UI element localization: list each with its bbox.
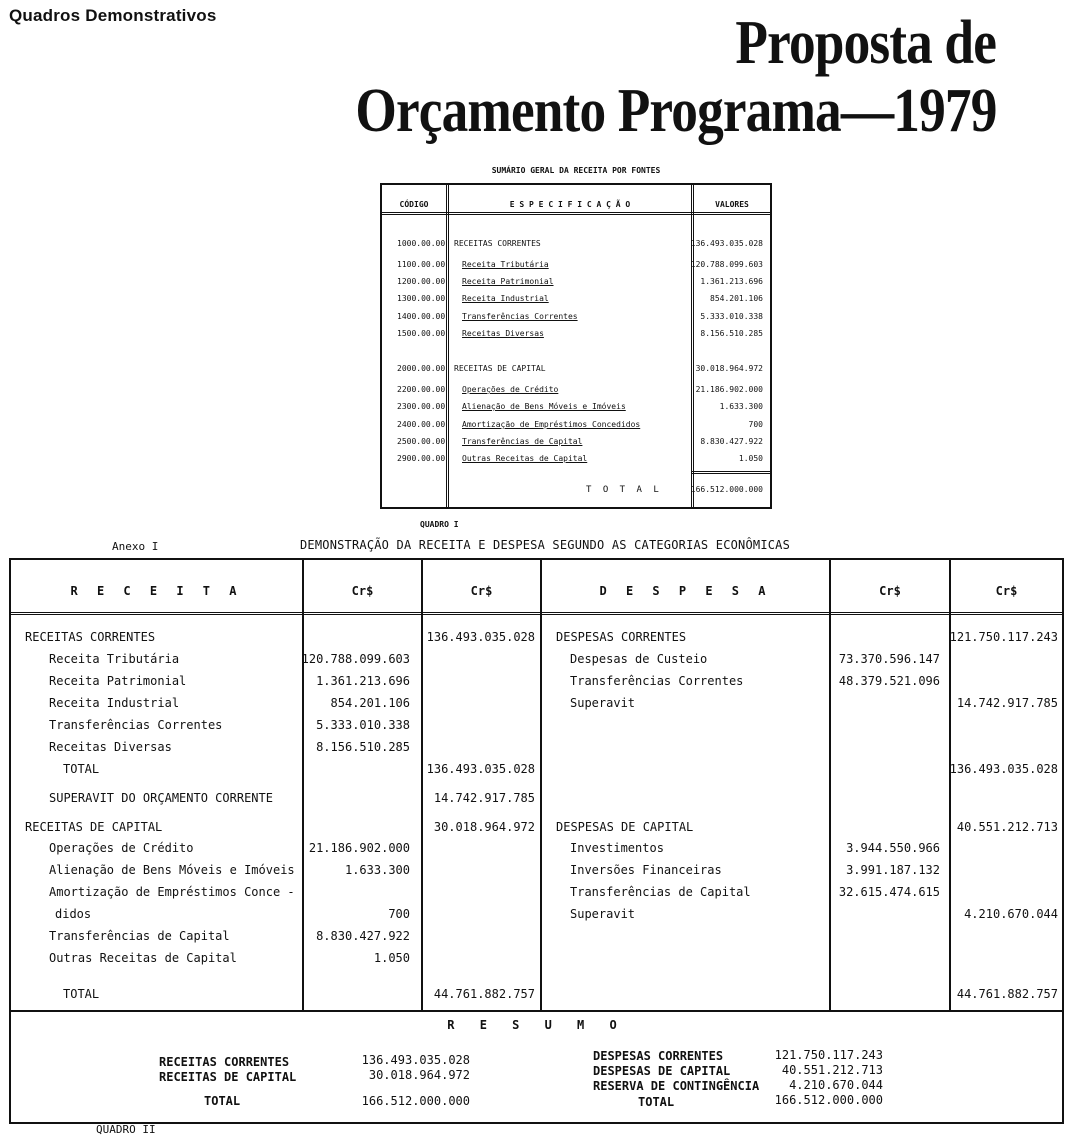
resumo-left-label: RECEITAS DE CAPITAL <box>159 1070 297 1084</box>
despesa-item-value: 32.615.474.615 <box>838 885 940 899</box>
quadro2-table <box>9 558 1064 1124</box>
quadro1-table <box>380 183 772 509</box>
receita-item-label: Receitas Diversas <box>49 740 172 754</box>
receitas-correntes-label: RECEITAS CORRENTES <box>25 630 156 644</box>
resumo-left-total: 166.512.000.000 <box>361 1094 470 1108</box>
row-code: 1200.00.00 <box>397 277 446 286</box>
row-spec: Alienação de Bens Móveis e Imóveis <box>462 402 626 411</box>
resumo-right-total-label: TOTAL <box>638 1095 675 1109</box>
quadro2-head-cr: Cr$ <box>879 584 901 598</box>
row-code: 2000.00.00 <box>397 364 446 373</box>
despesa-item-value: 73.370.596.147 <box>838 652 940 666</box>
row-value: 21.186.902.000 <box>695 385 763 394</box>
quadro1-total-label: T O T A L <box>586 485 662 495</box>
receita-item-label: didos <box>55 907 92 921</box>
quadro1-col-valores: VALORES <box>715 200 749 209</box>
despesa-item-value: 48.379.521.096 <box>838 674 940 688</box>
receitas-correntes-value: 136.493.035.028 <box>426 630 535 644</box>
row-value: 120.788.099.603 <box>690 260 763 269</box>
row-code: 1300.00.00 <box>397 294 446 303</box>
receita-item-value: 8.156.510.285 <box>316 740 410 754</box>
quadro2-head-cr: Cr$ <box>470 584 493 598</box>
despesas-correntes-value: 121.750.117.243 <box>949 630 1058 644</box>
row-spec: Operações de Crédito <box>462 385 559 394</box>
row-spec: Transferências Correntes <box>462 312 578 321</box>
row-spec: Amortização de Empréstimos Concedidos <box>462 420 641 429</box>
resumo-right-label: RESERVA DE CONTINGÊNCIA <box>593 1079 760 1093</box>
despesa-item-label: Despesas de Custeio <box>570 652 708 666</box>
resumo-left-label: RECEITAS CORRENTES <box>159 1055 290 1069</box>
receita-item-value: 21.186.902.000 <box>308 841 410 855</box>
row-value: 8.830.427.922 <box>700 437 763 446</box>
row-code: 1000.00.00 <box>397 239 446 248</box>
row-code: 1500.00.00 <box>397 329 446 338</box>
quadro1-row <box>382 277 770 289</box>
resumo-left-value: 30.018.964.972 <box>368 1068 470 1082</box>
despesa-item-label: Inversões Financeiras <box>570 863 722 877</box>
resumo-right-value: 121.750.117.243 <box>774 1048 883 1062</box>
receita-item-value: 5.333.010.338 <box>316 718 410 732</box>
quadro2-head-despesa: D E S P E S A <box>599 584 772 598</box>
quadro1-total-value: 166.512.000.000 <box>690 485 763 494</box>
despesa-item-label: Investimentos <box>570 841 664 855</box>
resumo-title: R E S U M O <box>447 1018 626 1032</box>
quadro1-row <box>382 420 770 432</box>
receita-item-label: Receita Tributária <box>49 652 180 666</box>
resumo-right-label: DESPESAS CORRENTES <box>593 1049 724 1063</box>
receita-total-label: TOTAL <box>63 987 100 1001</box>
receita-item-value: 854.201.106 <box>330 696 410 710</box>
receita-item-label: Amortização de Empréstimos Conce - <box>49 885 295 899</box>
row-value: 30.018.964.972 <box>695 364 763 373</box>
receita-item-value: 8.830.427.922 <box>316 929 410 943</box>
quadro1-title: SUMÁRIO GERAL DA RECEITA POR FONTES <box>491 166 661 175</box>
row-value: 854.201.106 <box>710 294 763 303</box>
quadro1-caption: QUADRO I <box>420 520 459 529</box>
quadro2-header-rule <box>11 612 1062 615</box>
receita-item-label: Operações de Crédito <box>49 841 194 855</box>
receita-item-label: Alienação de Bens Móveis e Imóveis <box>49 863 295 877</box>
receita-item-label: Receita Industrial <box>49 696 180 710</box>
quadro1-row <box>382 437 770 449</box>
row-spec: Transferências de Capital <box>462 437 583 446</box>
quadro1-row <box>382 364 770 376</box>
despesas-capital-label: DESPESAS DE CAPITAL <box>556 820 694 834</box>
quadro1-row <box>382 294 770 306</box>
quadro2-divider <box>829 560 831 1010</box>
row-value: 136.493.035.028 <box>690 239 763 248</box>
quadro2-divider <box>421 560 423 1010</box>
despesa-item-label: Transferências de Capital <box>570 885 751 899</box>
quadro1-row <box>382 454 770 466</box>
row-spec: Outras Receitas de Capital <box>462 454 588 463</box>
section-header: Quadros Demonstrativos <box>9 6 217 25</box>
superavit-correntes-value: 14.742.917.785 <box>956 696 1058 710</box>
row-code: 2400.00.00 <box>397 420 446 429</box>
resumo-right-value: 40.551.212.713 <box>781 1063 883 1077</box>
receita-item-label: Receita Patrimonial <box>49 674 187 688</box>
quadro2-divider <box>302 560 304 1010</box>
receita-total-label: TOTAL <box>63 762 100 776</box>
quadro2-divider <box>949 560 951 1010</box>
row-code: 1100.00.00 <box>397 260 446 269</box>
row-code: 2500.00.00 <box>397 437 446 446</box>
superavit-orcamento-value: 14.742.917.785 <box>433 791 535 805</box>
quadro1-col-especificacao: E S P E C I F I C A Ç Ã O <box>509 200 631 209</box>
receita-item-value: 1.633.300 <box>344 863 410 877</box>
resumo-right-label: DESPESAS DE CAPITAL <box>593 1064 731 1078</box>
quadro2-title: DEMONSTRAÇÃO DA RECEITA E DESPESA SEGUNDO AS CATEGORIAS ECONÔMICAS <box>300 538 791 552</box>
despesa-item-value: 3.944.550.966 <box>846 841 940 855</box>
despesas-capital-value: 40.551.212.713 <box>956 820 1058 834</box>
receitas-capital-label: RECEITAS DE CAPITAL <box>25 820 163 834</box>
receita-item-label: Transferências de Capital <box>49 929 230 943</box>
receita-item-value: 1.361.213.696 <box>316 674 410 688</box>
receita-item-label: Outras Receitas de Capital <box>49 951 237 965</box>
resumo-left-value: 136.493.035.028 <box>361 1053 470 1067</box>
row-value: 5.333.010.338 <box>700 312 763 321</box>
quadro1-header-rule <box>382 212 770 215</box>
row-value: 8.156.510.285 <box>700 329 763 338</box>
receita-total-correntes: 136.493.035.028 <box>426 762 535 776</box>
quadro1-row <box>382 239 770 251</box>
row-spec: Receita Tributária <box>462 260 549 269</box>
resumo-right-total: 166.512.000.000 <box>774 1093 883 1107</box>
despesa-item-label: Superavit <box>570 696 636 710</box>
quadro2-caption: QUADRO II <box>96 1123 156 1136</box>
superavit-orcamento-label: SUPERAVIT DO ORÇAMENTO CORRENTE <box>49 791 273 805</box>
quadro1-row <box>382 402 770 414</box>
despesa-item-value: 3.991.187.132 <box>846 863 940 877</box>
row-value: 1.050 <box>738 454 763 463</box>
superavit-capital-value: 4.210.670.044 <box>964 907 1058 921</box>
receita-item-value: 120.788.099.603 <box>301 652 410 666</box>
row-spec: Receitas Diversas <box>462 329 544 338</box>
receita-total-capital: 44.761.882.757 <box>433 987 535 1001</box>
row-code: 2900.00.00 <box>397 454 446 463</box>
quadro1-col-codigo: CÓDIGO <box>399 200 429 209</box>
page-title-line-2: Orçamento Programa—1979 <box>354 77 996 145</box>
quadro1-row <box>382 260 770 272</box>
row-code: 1400.00.00 <box>397 312 446 321</box>
quadro2-divider <box>540 560 542 1010</box>
despesa-item-label: Superavit <box>570 907 636 921</box>
row-spec: RECEITAS CORRENTES <box>454 239 541 248</box>
receita-item-label: Transferências Correntes <box>49 718 223 732</box>
quadro2-head-cr: Cr$ <box>995 584 1018 598</box>
despesa-total-correntes: 136.493.035.028 <box>949 762 1058 776</box>
quadro1-row <box>382 312 770 324</box>
quadro1-row <box>382 329 770 341</box>
row-value: 1.633.300 <box>719 402 763 411</box>
page-title-line-1: Proposta de <box>735 9 996 77</box>
receitas-capital-value: 30.018.964.972 <box>433 820 535 834</box>
quadro2-resumo-rule <box>11 1010 1062 1012</box>
row-spec: Receita Patrimonial <box>462 277 554 286</box>
quadro1-row <box>382 385 770 397</box>
row-spec: RECEITAS DE CAPITAL <box>454 364 546 373</box>
resumo-right-value: 4.210.670.044 <box>789 1078 883 1092</box>
row-spec: Receita Industrial <box>462 294 549 303</box>
quadro1-total-rule <box>691 471 770 474</box>
resumo-left-total-label: TOTAL <box>204 1094 241 1108</box>
quadro2-annex: Anexo I <box>112 540 159 553</box>
row-value: 700 <box>748 420 763 429</box>
receita-item-value: 1.050 <box>373 951 410 965</box>
row-code: 2200.00.00 <box>397 385 446 394</box>
quadro2-head-cr: Cr$ <box>351 584 374 598</box>
receita-item-value: 700 <box>388 907 410 921</box>
row-code: 2300.00.00 <box>397 402 446 411</box>
despesa-item-label: Transferências Correntes <box>570 674 744 688</box>
despesas-correntes-label: DESPESAS CORRENTES <box>556 630 687 644</box>
despesa-total-capital: 44.761.882.757 <box>956 987 1058 1001</box>
quadro2-head-receita: R E C E I T A <box>70 584 243 598</box>
row-value: 1.361.213.696 <box>700 277 763 286</box>
